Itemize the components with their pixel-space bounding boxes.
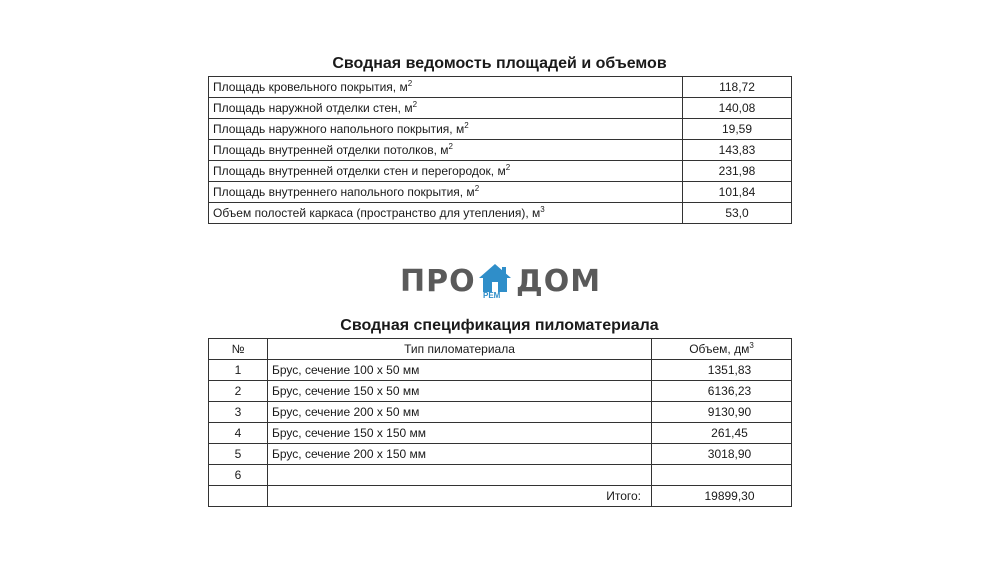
area-label: Площадь кровельного покрытия, $м^2$ — [209, 77, 683, 98]
table-row — [209, 77, 792, 98]
table-row — [209, 140, 792, 161]
row-type: Брус, сечение 100 х 50 мм — [268, 360, 652, 381]
house-icon — [477, 262, 513, 294]
areas-table — [208, 76, 792, 224]
row-num: 6 — [209, 465, 268, 486]
row-type: Брус, сечение 150 х 150 мм — [268, 423, 652, 444]
total-empty-cell — [209, 486, 268, 507]
row-type: Брус, сечение 200 х 150 мм — [268, 444, 652, 465]
prodom-logo — [400, 262, 610, 302]
table-row — [209, 182, 792, 203]
header-num: № — [209, 339, 268, 360]
header-type: Тип пиломатериала — [268, 339, 652, 360]
area-value: 231,98 — [683, 161, 792, 182]
row-volume — [652, 465, 792, 486]
total-label: Итого: — [268, 486, 652, 507]
table-row — [209, 402, 792, 423]
area-label: Площадь внутренней отделки стен и перегородок, $м^2$ — [209, 161, 683, 182]
lumber-table — [208, 338, 792, 507]
table-row — [209, 465, 792, 486]
table-row — [209, 203, 792, 224]
row-num: 2 — [209, 381, 268, 402]
table-row — [209, 161, 792, 182]
area-label: Площадь внутренней отделки потолков, $м^2$ — [209, 140, 683, 161]
area-value: 143,83 — [683, 140, 792, 161]
area-value: 118,72 — [683, 77, 792, 98]
table-row — [209, 360, 792, 381]
lumber-table-title: Сводная спецификация пиломатериала — [340, 317, 659, 334]
table-row — [209, 444, 792, 465]
row-type: Брус, сечение 200 х 50 мм — [268, 402, 652, 423]
table-header-row — [209, 339, 792, 360]
area-label: Площадь наружного напольного покрытия, $м^2$ — [209, 119, 683, 140]
area-value: 53,0 — [683, 203, 792, 224]
area-value: 19,59 — [683, 119, 792, 140]
total-value: 19899,30 — [652, 486, 792, 507]
area-value: 140,08 — [683, 98, 792, 119]
area-label: Объем полостей каркаса (пространство для утепления), $м^3$ — [209, 203, 683, 224]
logo-left-word: ПРО — [400, 264, 476, 299]
header-volume: Объем, $дм^3$ — [652, 339, 792, 360]
row-volume: 6136,23 — [652, 381, 792, 402]
table-row — [209, 423, 792, 444]
logo-sub-label: РЕМ — [483, 291, 501, 300]
row-num: 3 — [209, 402, 268, 423]
row-volume: 1351,83 — [652, 360, 792, 381]
row-type: Брус, сечение 150 х 50 мм — [268, 381, 652, 402]
total-row — [209, 486, 792, 507]
row-num: 4 — [209, 423, 268, 444]
row-volume: 9130,90 — [652, 402, 792, 423]
row-num: 1 — [209, 360, 268, 381]
area-label: Площадь внутреннего напольного покрытия, $м^2$ — [209, 182, 683, 203]
row-volume: 261,45 — [652, 423, 792, 444]
areas-table-title: Сводная ведомость площадей и объемов — [332, 55, 667, 72]
row-type — [268, 465, 652, 486]
area-value: 101,84 — [683, 182, 792, 203]
area-label: Площадь наружной отделки стен, $м^2$ — [209, 98, 683, 119]
row-num: 5 — [209, 444, 268, 465]
row-volume: 3018,90 — [652, 444, 792, 465]
logo-right-word: ДОМ — [516, 264, 602, 299]
table-row — [209, 381, 792, 402]
table-row — [209, 98, 792, 119]
table-row — [209, 119, 792, 140]
